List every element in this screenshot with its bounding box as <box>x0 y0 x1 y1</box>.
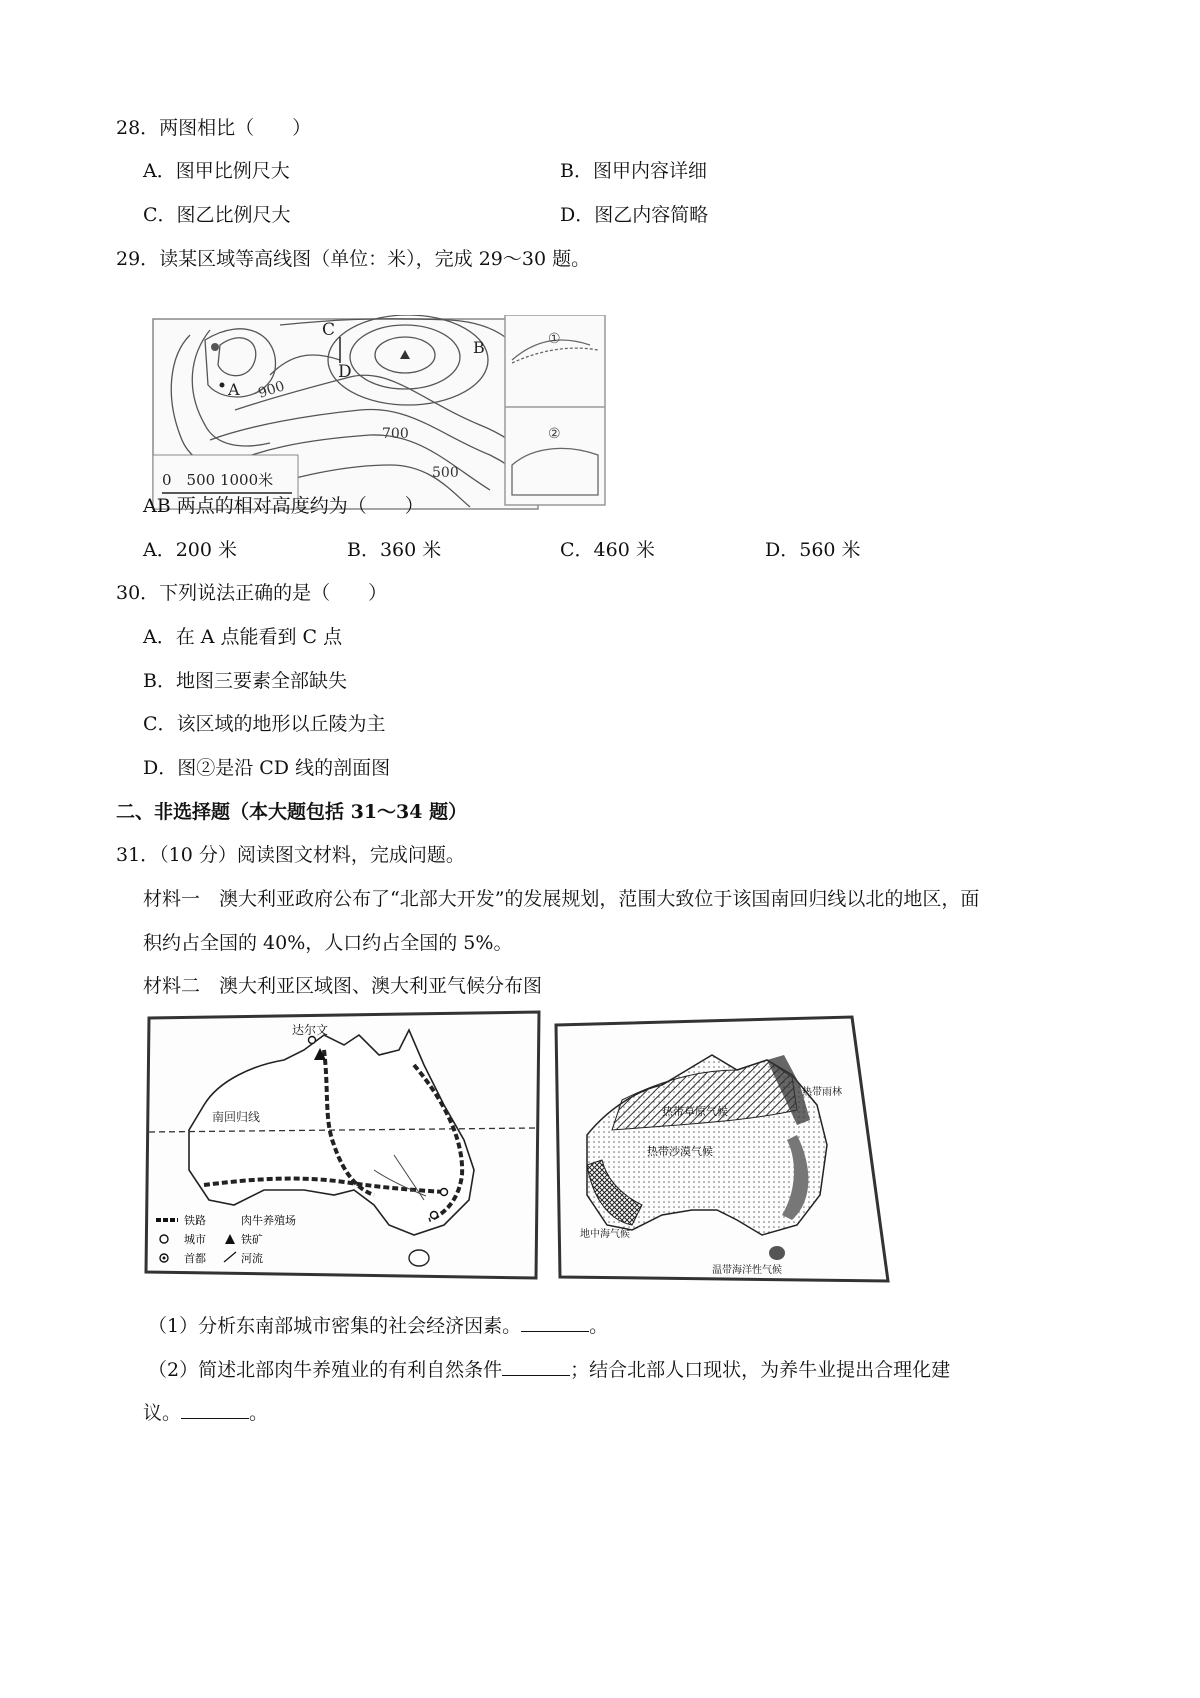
q31-sub2-blank-2[interactable] <box>181 1400 249 1419</box>
label-900: 900 <box>256 378 287 402</box>
point-a-marker <box>220 383 225 388</box>
label-500: 500 <box>432 465 459 481</box>
profile-label-1: ① <box>548 331 561 347</box>
legend-capital: 首都 <box>184 1252 206 1265</box>
q29-option-d: D．560 米 <box>765 539 861 561</box>
q31-sub2 <box>148 1357 950 1383</box>
q31-sub1-blank[interactable] <box>521 1313 589 1332</box>
q28-option-b: B．图甲内容详细 <box>560 160 707 182</box>
legend-rail: 铁路 <box>184 1214 206 1227</box>
capital-marker <box>441 1189 448 1196</box>
q30-option-d: D．图②是沿 CD 线的剖面图 <box>143 757 391 779</box>
q31-sub1 <box>148 1313 608 1339</box>
label-a: A <box>228 380 240 399</box>
label-b: B <box>473 338 485 357</box>
q30-option-c: C．该区域的地形以丘陵为主 <box>143 713 386 735</box>
q30-option-a: A．在 A 点能看到 C 点 <box>143 626 343 648</box>
q28-option-d: D．图乙内容简略 <box>560 204 709 226</box>
q31-sub1-text: （1）分析东南部城市密集的社会经济因素。 <box>148 1315 522 1337</box>
darwin-city-marker <box>309 1037 316 1044</box>
climate-tasmania <box>769 1246 785 1260</box>
q31-sub2-cont <box>143 1400 268 1426</box>
q31-sub2-blank-1[interactable] <box>502 1357 570 1376</box>
q31-sub2-text-c: 议。 <box>143 1402 182 1424</box>
city-marker <box>431 1212 438 1219</box>
label-700: 700 <box>382 426 409 442</box>
label-savanna: 热带草原气候 <box>662 1105 728 1118</box>
tropic-label: 南回归线 <box>212 1110 261 1124</box>
q28-option-c: C．图乙比例尺大 <box>143 204 291 226</box>
q30-stem: 30．下列说法正确的是（ ） <box>116 582 388 604</box>
q31-stem: 31．（10 分）阅读图文材料，完成问题。 <box>116 844 465 866</box>
label-rainforest: 热带雨林 <box>802 1087 842 1098</box>
q29-stem: 29．读某区域等高线图（单位：米），完成 29～30 题。 <box>116 248 591 270</box>
australia-climate-map <box>552 1015 892 1285</box>
contour-map-main <box>153 315 538 509</box>
q28-option-a: A．图甲比例尺大 <box>143 160 290 182</box>
legend-cattle: 肉牛养殖场 <box>241 1214 296 1227</box>
label-marine: 温带海洋性气候 <box>712 1265 782 1276</box>
q29-option-b: B．360 米 <box>347 539 442 561</box>
label-d: D <box>338 362 352 382</box>
peak-marker-left <box>211 343 219 351</box>
q29-option-c: C．460 米 <box>560 539 655 561</box>
legend-iron: 铁矿 <box>241 1233 263 1246</box>
q31-sub1-end: 。 <box>589 1315 609 1337</box>
tasmania <box>409 1250 429 1266</box>
q31-sub2-end: 。 <box>249 1402 269 1424</box>
q31-sub2-text-a: （2）简述北部肉牛养殖业的有利自然条件 <box>148 1359 503 1381</box>
section-2-heading: 二、非选择题（本大题包括 31～34 题） <box>116 801 468 823</box>
q31-sub2-text-b: ；结合北部人口现状，为养牛业提出合理化建 <box>570 1359 951 1381</box>
label-desert: 热带沙漠气候 <box>647 1145 713 1158</box>
label-c: C <box>322 320 336 340</box>
label-mediterranean: 地中海气候 <box>580 1229 630 1240</box>
australia-region-map <box>144 1010 544 1280</box>
darwin-label: 达尔文 <box>292 1023 329 1037</box>
q29-ask: AB 两点的相对高度约为（ ） <box>143 495 424 517</box>
q31-material-1-line2: 积约占全国的 40%，人口约占全国的 5%。 <box>143 932 513 954</box>
q30-option-b: B．地图三要素全部缺失 <box>143 670 347 692</box>
q29-option-a: A．200 米 <box>143 539 238 561</box>
contour-map-figure <box>150 315 660 515</box>
profile-figures <box>505 315 605 505</box>
legend-city: 城市 <box>184 1233 206 1246</box>
map-scale: 0 500 1000米 <box>162 471 274 489</box>
profile-label-2: ② <box>548 426 561 442</box>
q31-material-1-line1: 材料一 澳大利亚政府公布了“北部大开发”的发展规划，范围大致位于该国南回归线以北的地区，面 <box>143 888 980 910</box>
legend-river: 河流 <box>241 1252 263 1265</box>
q28-stem: 28．两图相比（ ） <box>116 117 312 139</box>
q31-material-2: 材料二 澳大利亚区域图、澳大利亚气候分布图 <box>143 975 543 997</box>
